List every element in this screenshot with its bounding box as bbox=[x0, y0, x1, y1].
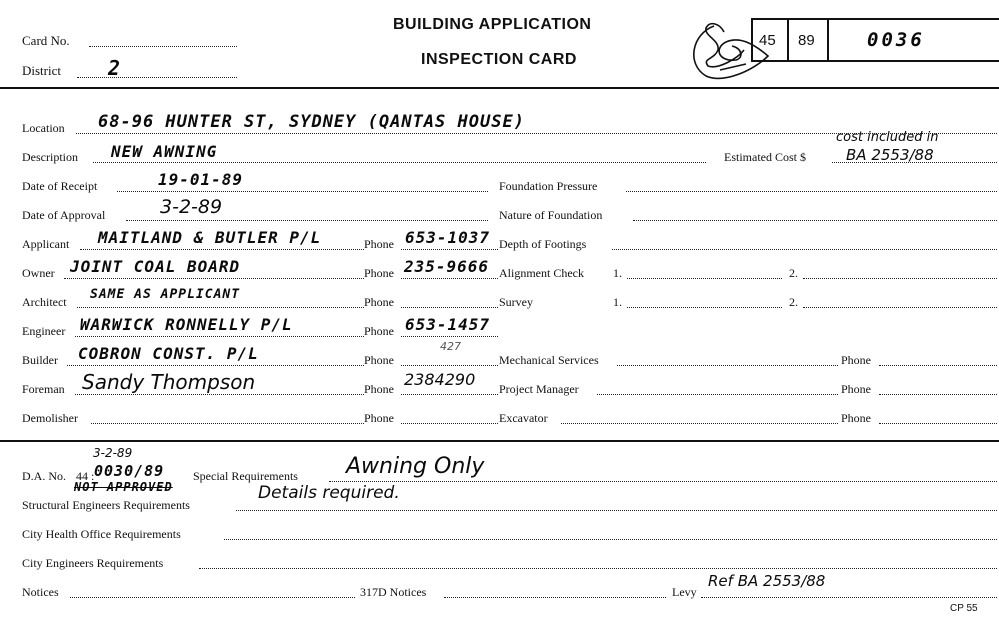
demolisher-phone-line bbox=[401, 423, 498, 424]
notices-317d-line bbox=[444, 597, 666, 598]
engineer-phone-value: 653-1457 bbox=[405, 315, 491, 334]
survey-label: Survey bbox=[499, 295, 533, 309]
structural-requirements-value: Details required. bbox=[258, 483, 400, 503]
survey-1-line bbox=[627, 307, 782, 308]
project-manager-phone-label: Phone bbox=[841, 382, 871, 396]
alignment-check-1-label: 1. bbox=[613, 266, 622, 280]
description-line bbox=[93, 162, 706, 163]
alignment-check-1-line bbox=[627, 278, 782, 279]
structural-requirements-label: Structural Engineers Requirements bbox=[22, 498, 190, 512]
city-health-label: City Health Office Requirements bbox=[22, 527, 181, 541]
card-number-box-1 bbox=[751, 18, 789, 62]
mechanical-services-phone-line bbox=[879, 365, 997, 366]
levy-label: Levy bbox=[672, 585, 697, 599]
engineer-phone-label: Phone bbox=[364, 324, 394, 338]
foreman-phone-line bbox=[401, 394, 498, 395]
form-code: CP 55 bbox=[950, 603, 978, 614]
card-number-part-1: 45 bbox=[759, 32, 776, 49]
card-number-box-3 bbox=[827, 18, 999, 62]
applicant-phone-value: 653-1037 bbox=[405, 228, 491, 247]
title-line2: INSPECTION CARD bbox=[421, 51, 577, 68]
demolisher-label: Demolisher bbox=[22, 411, 78, 425]
excavator-line bbox=[561, 423, 838, 424]
date-of-receipt-value: 19-01-89 bbox=[158, 170, 244, 189]
mechanical-services-label: Mechanical Services bbox=[499, 353, 599, 367]
architect-line bbox=[77, 307, 364, 308]
depth-of-footings-label: Depth of Footings bbox=[499, 237, 587, 251]
description-label: Description bbox=[22, 150, 78, 164]
demolisher-line bbox=[91, 423, 364, 424]
excavator-phone-line bbox=[879, 423, 997, 424]
architect-label: Architect bbox=[22, 295, 67, 309]
owner-phone-value: 235-9666 bbox=[404, 257, 490, 276]
mechanical-services-phone-label: Phone bbox=[841, 353, 871, 367]
location-label: Location bbox=[22, 121, 65, 135]
district-value: 2 bbox=[108, 56, 122, 80]
city-health-line bbox=[224, 539, 997, 540]
date-of-approval-line bbox=[126, 220, 488, 221]
survey-2-label: 2. bbox=[789, 295, 798, 309]
not-approved-stamp: NOT APPROVED bbox=[74, 480, 173, 494]
builder-label: Builder bbox=[22, 353, 58, 367]
applicant-line bbox=[80, 249, 364, 250]
builder-phone-line bbox=[401, 365, 498, 366]
depth-of-footings-line bbox=[612, 249, 997, 250]
owner-value: JOINT COAL BOARD bbox=[70, 257, 241, 276]
estimated-cost-note: cost included in bbox=[836, 130, 939, 145]
da-prefix: 44 : bbox=[76, 469, 95, 483]
date-of-receipt-label: Date of Receipt bbox=[22, 179, 98, 193]
architect-value: SAME AS APPLICANT bbox=[90, 287, 241, 302]
foreman-label: Foreman bbox=[22, 382, 65, 396]
survey-1-label: 1. bbox=[613, 295, 622, 309]
card-number-part-3: 0036 bbox=[867, 29, 925, 51]
builder-phone-value: 427 bbox=[440, 340, 461, 353]
foreman-phone-value: 2384290 bbox=[404, 370, 476, 389]
excavator-label: Excavator bbox=[499, 411, 548, 425]
builder-value: COBRON CONST. P/L bbox=[78, 344, 259, 363]
engineer-label: Engineer bbox=[22, 324, 66, 338]
applicant-phone-line bbox=[401, 249, 498, 250]
header-divider bbox=[0, 87, 999, 89]
card-number-box-2 bbox=[787, 18, 829, 62]
nature-of-foundation-label: Nature of Foundation bbox=[499, 208, 603, 222]
district-line bbox=[77, 77, 237, 78]
project-manager-line bbox=[597, 394, 838, 395]
applicant-value: MAITLAND & BUTLER P/L bbox=[98, 228, 322, 247]
foreman-phone-label: Phone bbox=[364, 382, 394, 396]
project-manager-label: Project Manager bbox=[499, 382, 579, 396]
levy-line bbox=[701, 597, 997, 598]
lower-divider bbox=[0, 440, 999, 442]
applicant-phone-label: Phone bbox=[364, 237, 394, 251]
builder-phone-label: Phone bbox=[364, 353, 394, 367]
da-value: 0030/89 bbox=[94, 462, 165, 480]
date-of-receipt-line bbox=[117, 191, 488, 192]
district-label: District bbox=[22, 63, 61, 78]
architect-phone-line bbox=[401, 307, 498, 308]
owner-phone-label: Phone bbox=[364, 266, 394, 280]
da-date: 3-2-89 bbox=[93, 446, 133, 460]
project-manager-phone-line bbox=[879, 394, 997, 395]
engineer-value: WARWICK RONNELLY P/L bbox=[80, 315, 293, 334]
card-no-label: Card No. bbox=[22, 33, 70, 48]
card-no-line bbox=[89, 46, 237, 47]
date-of-approval-value: 3-2-89 bbox=[160, 196, 223, 218]
title-line1: BUILDING APPLICATION bbox=[393, 16, 592, 33]
special-requirements-value: Awning Only bbox=[346, 454, 485, 479]
builder-line bbox=[67, 365, 364, 366]
description-value: NEW AWNING bbox=[111, 142, 218, 161]
alignment-check-label: Alignment Check bbox=[499, 266, 584, 280]
owner-line bbox=[64, 278, 364, 279]
city-engineers-line bbox=[199, 568, 997, 569]
excavator-phone-label: Phone bbox=[841, 411, 871, 425]
foundation-pressure-label: Foundation Pressure bbox=[499, 179, 598, 193]
city-engineers-label: City Engineers Requirements bbox=[22, 556, 164, 570]
special-requirements-label: Special Requirements bbox=[193, 469, 298, 483]
engineer-line bbox=[75, 336, 364, 337]
notices-line bbox=[70, 597, 355, 598]
da-no-label: D.A. No. bbox=[22, 469, 66, 483]
foreman-line bbox=[75, 394, 364, 395]
alignment-check-2-label: 2. bbox=[789, 266, 798, 280]
structural-requirements-line bbox=[236, 510, 997, 511]
estimated-cost-label: Estimated Cost $ bbox=[724, 150, 806, 164]
owner-label: Owner bbox=[22, 266, 55, 280]
estimated-cost-value: BA 2553/88 bbox=[846, 146, 934, 164]
nature-of-foundation-line bbox=[633, 220, 997, 221]
date-of-approval-label: Date of Approval bbox=[22, 208, 106, 222]
foundation-pressure-line bbox=[626, 191, 997, 192]
engineer-phone-line bbox=[401, 336, 498, 337]
levy-value: Ref BA 2553/88 bbox=[708, 572, 826, 590]
architect-phone-label: Phone bbox=[364, 295, 394, 309]
location-value: 68-96 HUNTER ST, SYDNEY (QANTAS HOUSE) bbox=[98, 112, 525, 132]
special-requirements-line bbox=[329, 481, 997, 482]
foreman-value: Sandy Thompson bbox=[82, 370, 256, 394]
notices-317d-label: 317D Notices bbox=[360, 585, 427, 599]
alignment-check-2-line bbox=[803, 278, 997, 279]
card-number-part-2: 89 bbox=[798, 32, 815, 49]
applicant-label: Applicant bbox=[22, 237, 70, 251]
owner-phone-line bbox=[401, 278, 498, 279]
survey-2-line bbox=[803, 307, 997, 308]
demolisher-phone-label: Phone bbox=[364, 411, 394, 425]
mechanical-services-line bbox=[617, 365, 838, 366]
notices-label: Notices bbox=[22, 585, 59, 599]
